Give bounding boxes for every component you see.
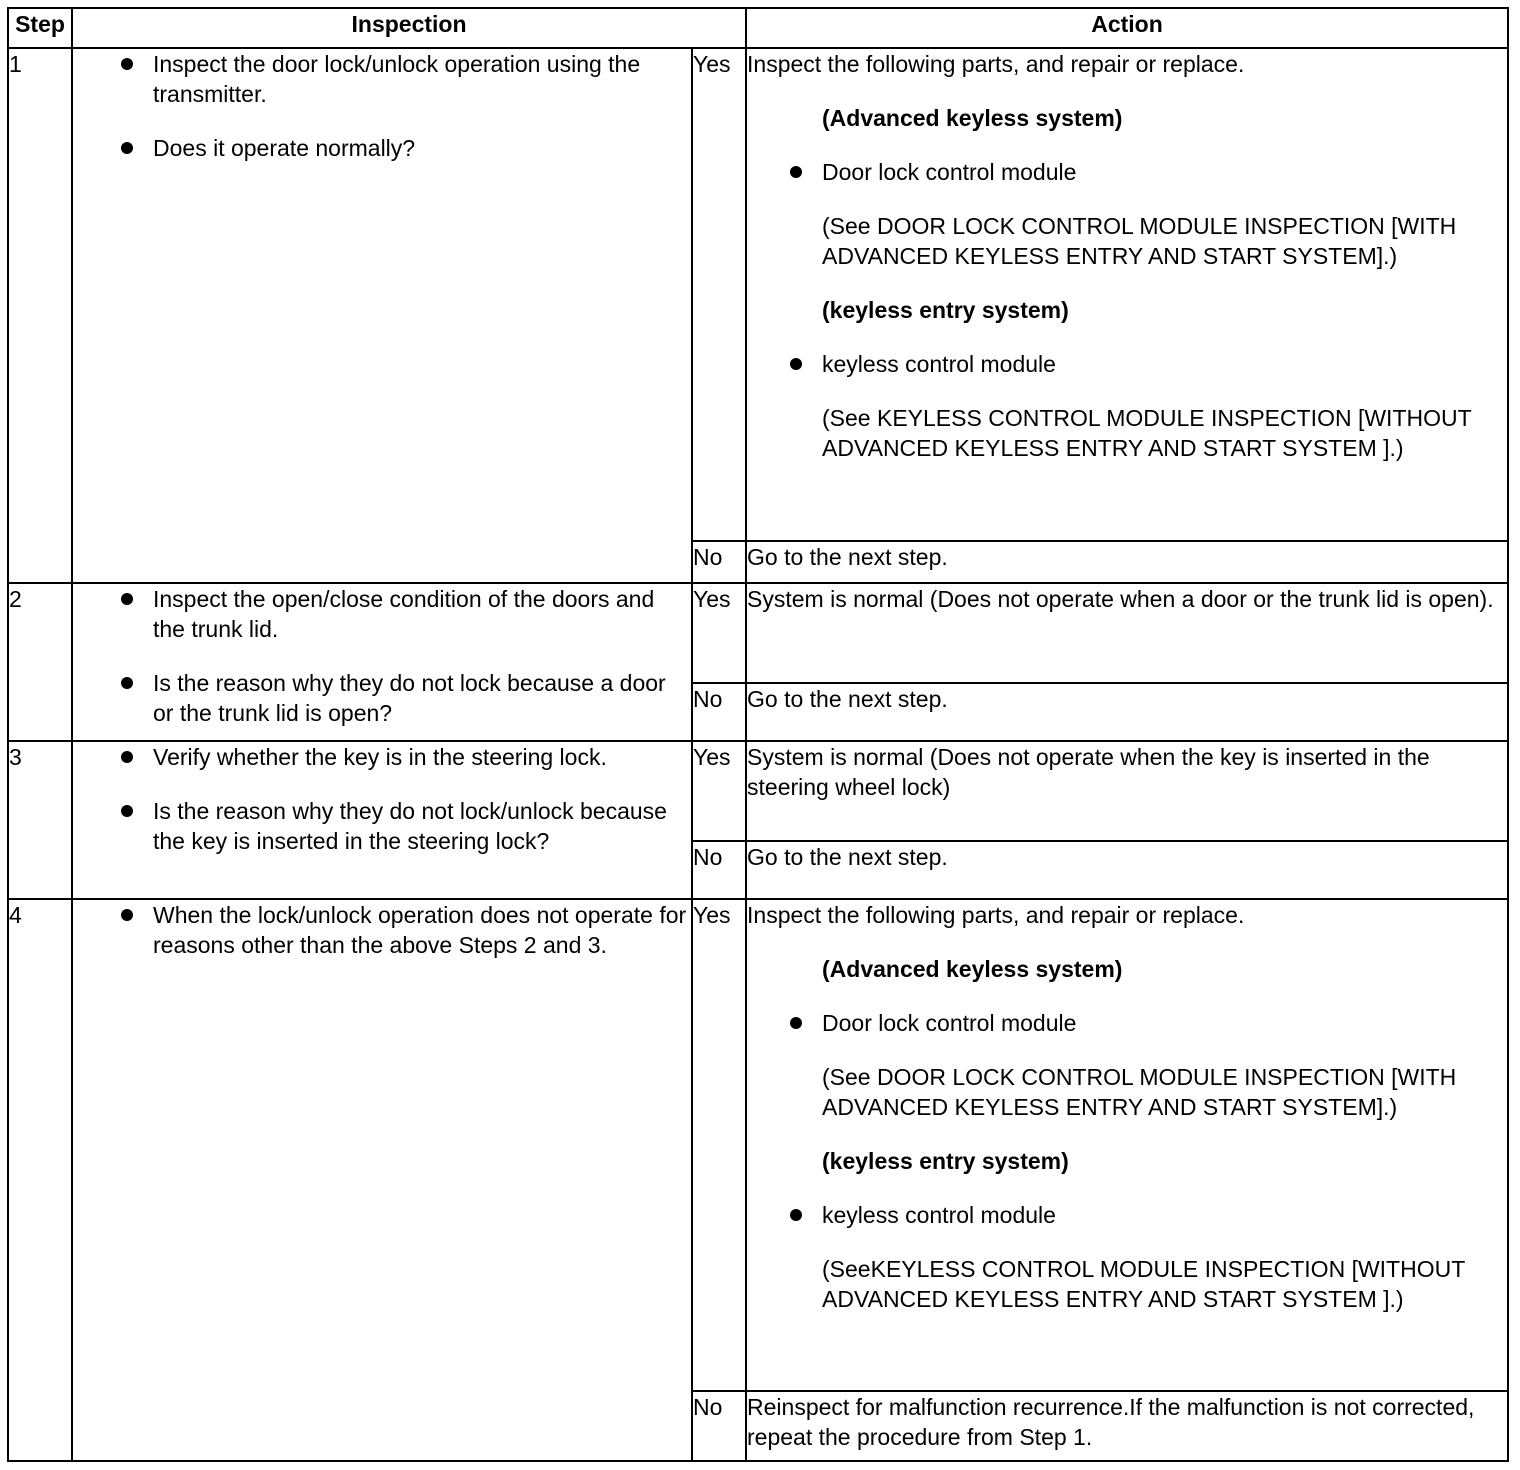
inspection-item: Is the reason why they do not lock/unlock because the key is inserted in the steering lock? bbox=[153, 796, 691, 856]
no-action: Go to the next step. bbox=[746, 683, 1508, 741]
no-action: Go to the next step. bbox=[746, 841, 1508, 899]
step-number: 1 bbox=[8, 48, 72, 583]
table-row bbox=[8, 899, 1508, 1391]
inspection-cell bbox=[72, 741, 692, 899]
yes-action: System is normal (Does not operate when the key is inserted in the steering wheel lock) bbox=[746, 741, 1508, 841]
inspection-cell bbox=[72, 48, 692, 583]
step-number: 4 bbox=[8, 899, 72, 1461]
no-label: No bbox=[692, 683, 746, 741]
part-name: keyless control module bbox=[822, 351, 1056, 377]
inspection-item: Inspect the open/close condition of the doors and the trunk lid. bbox=[153, 584, 691, 644]
yes-action bbox=[746, 48, 1508, 541]
part-name: Door lock control module bbox=[822, 1010, 1077, 1036]
inspection-item: When the lock/unlock operation does not operate for reasons other than the above Steps 2 and 3. bbox=[153, 900, 691, 960]
step-number: 3 bbox=[8, 741, 72, 899]
no-action: Reinspect for malfunction recurrence.If the malfunction is not corrected, repeat the procedure from Step 1. bbox=[746, 1391, 1508, 1461]
inspection-cell bbox=[72, 899, 692, 1461]
reference-note: (See DOOR LOCK CONTROL MODULE INSPECTION [WITH ADVANCED KEYLESS ENTRY AND START SYSTEM].) bbox=[822, 213, 1457, 269]
table-row bbox=[8, 583, 1508, 683]
part-name: Door lock control module bbox=[822, 159, 1077, 185]
header-step: Step bbox=[8, 8, 72, 48]
inspection-item: Inspect the door lock/unlock operation using the transmitter. bbox=[153, 49, 691, 109]
part-name: keyless control module bbox=[822, 1202, 1056, 1228]
header-inspection: Inspection bbox=[72, 8, 746, 48]
troubleshooting-table bbox=[7, 7, 1509, 1462]
reference-note: (See KEYLESS CONTROL MODULE INSPECTION [WITHOUT ADVANCED KEYLESS ENTRY AND START SYSTEM ].) bbox=[822, 405, 1472, 461]
yes-action bbox=[746, 899, 1508, 1391]
action-intro: Inspect the following parts, and repair or replace. bbox=[747, 51, 1245, 77]
action-intro: Inspect the following parts, and repair or replace. bbox=[747, 902, 1245, 928]
part-item bbox=[822, 349, 1507, 379]
reference-note: (See DOOR LOCK CONTROL MODULE INSPECTION [WITH ADVANCED KEYLESS ENTRY AND START SYSTEM].) bbox=[822, 1064, 1457, 1120]
inspection-item: Does it operate normally? bbox=[153, 133, 691, 163]
no-action: Go to the next step. bbox=[746, 541, 1508, 583]
reference-note: (SeeKEYLESS CONTROL MODULE INSPECTION [WITHOUT ADVANCED KEYLESS ENTRY AND START SYSTEM ].) bbox=[822, 1256, 1465, 1312]
no-label: No bbox=[692, 541, 746, 583]
yes-label: Yes bbox=[692, 48, 746, 541]
inspection-item: Verify whether the key is in the steering lock. bbox=[153, 742, 691, 772]
system-heading: (Advanced keyless system) bbox=[822, 105, 1123, 131]
part-item bbox=[822, 1008, 1507, 1038]
header-action: Action bbox=[746, 8, 1508, 48]
header-row bbox=[8, 8, 1508, 48]
yes-label: Yes bbox=[692, 583, 746, 683]
step-number: 2 bbox=[8, 583, 72, 741]
system-heading: (keyless entry system) bbox=[822, 297, 1069, 323]
part-item bbox=[822, 157, 1507, 187]
no-label: No bbox=[692, 841, 746, 899]
system-heading: (keyless entry system) bbox=[822, 1148, 1069, 1174]
yes-label: Yes bbox=[692, 899, 746, 1391]
system-heading: (Advanced keyless system) bbox=[822, 956, 1123, 982]
table-row bbox=[8, 48, 1508, 541]
table-row bbox=[8, 741, 1508, 841]
part-item bbox=[822, 1200, 1507, 1230]
yes-action: System is normal (Does not operate when a door or the trunk lid is open). bbox=[746, 583, 1508, 683]
yes-label: Yes bbox=[692, 741, 746, 841]
inspection-cell bbox=[72, 583, 692, 741]
no-label: No bbox=[692, 1391, 746, 1461]
inspection-item: Is the reason why they do not lock because a door or the trunk lid is open? bbox=[153, 668, 691, 728]
